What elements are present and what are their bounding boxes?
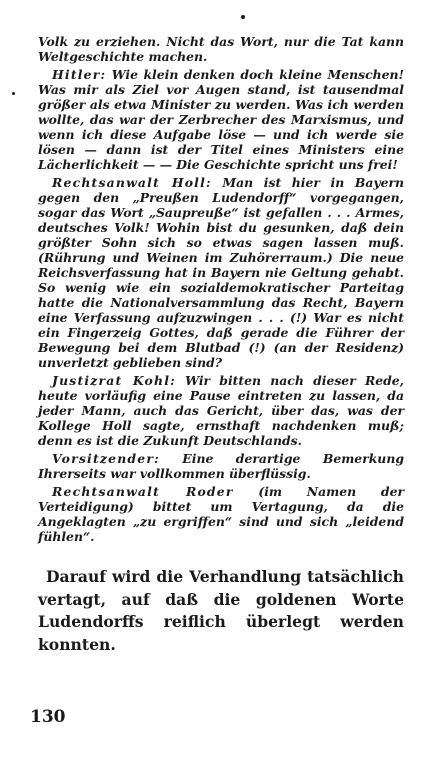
- print-speck: [241, 15, 245, 19]
- transcript-block: [38, 34, 404, 544]
- transcript-paragraph: [38, 175, 404, 370]
- transcript-paragraph: [38, 451, 404, 481]
- speaker-name: Vorsitzender:: [52, 451, 160, 466]
- paragraph-text: Volk zu erziehen. Nicht das Wort, nur die Tat kann Weltgeschichte machen.: [38, 34, 404, 64]
- paragraph-text: Man ist hier in Bayern gegen den „Preußen Ludendorff“ vorgegangen, sogar das Wort „Saupreuße“ ist gefallen . . . Armes, deutsches Volk! Wohin bist du gesunken, daß dein größter Sohn sich so etwas sagen lassen muß. (Rührung und Weinen im Zuhörerraum.) Die neue Reichsverfassung hat in Bayern nie Geltung gehabt. So wenig wie ein sozialdemokratischer Parteitag hatte die Nationalversammlung das Recht, Bayern eine Verfassung aufzuzwingen . . . (!) War es nicht ein Fingerzeig Gottes, daß gerade die Führer der Bewegung bei dem Blutbad (!) (an der Residenz) unverletzt geblieben sind?: [38, 175, 404, 370]
- speaker-name: Rechtsanwalt Holl:: [52, 175, 212, 190]
- closing-paragraph: Darauf wird die Verhandlung tatsächlich vertagt, auf daß die goldenen Worte Ludendorffs reiflich überlegt werden konnten.: [38, 567, 404, 654]
- transcript-paragraph: [38, 373, 404, 448]
- transcript-paragraph: [38, 34, 404, 64]
- print-speck: [12, 92, 15, 95]
- paragraph-text: Wie klein denken doch kleine Menschen! Was mir als Ziel vor Augen stand, ist tausendmal größer als etwa Minister zu werden. Was ich werden wollte, das war der Zerbrecher des Marxismus, und wenn ich diese Aufgabe löse — und ich werde sie lösen — dann ist der Titel eines Ministers eine Lächerlichkeit — — Die Geschichte spricht uns frei!: [38, 67, 404, 172]
- paragraph-text: (im Namen der Verteidigung) bittet um Vertagung, da die Angeklagten „zu ergriffen“ sind und sich „leidend fühlen“.: [38, 484, 404, 544]
- paragraph-text: Wir bitten nach dieser Rede, heute vorläufig eine Pause eintreten zu lassen, da jeder Mann, auch das Gericht, über das, was der Kollege Holl sagte, ernsthaft nachdenken muß; denn es ist die Zukunft Deutschlands.: [38, 373, 404, 448]
- transcript-paragraph: [38, 484, 404, 544]
- page-number: 130: [30, 707, 66, 727]
- speaker-name: Justizrat Kohl:: [52, 373, 176, 388]
- transcript-paragraph: [38, 67, 404, 172]
- speaker-name: Rechtsanwalt Roder: [52, 484, 234, 499]
- speaker-name: Hitler:: [52, 67, 107, 82]
- paragraph-text: Eine derartige Bemerkung Ihrerseits war vollkommen überflüssig.: [38, 451, 404, 481]
